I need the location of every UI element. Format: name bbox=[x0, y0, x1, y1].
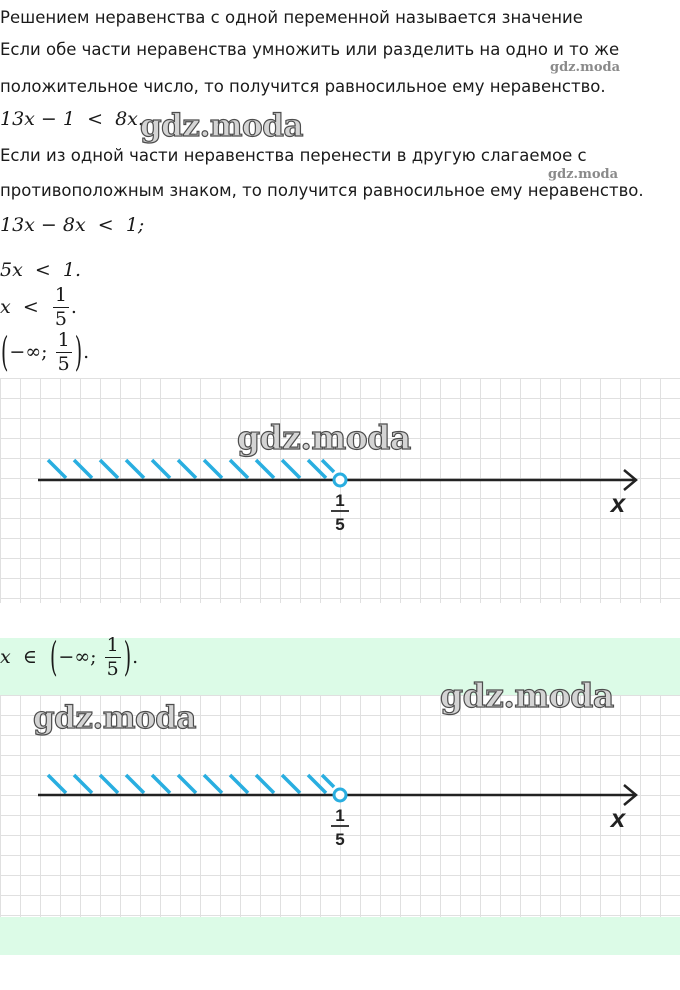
rule-text-line: Если из одной части неравенства перенести в другую слагаемое с bbox=[0, 146, 587, 165]
fraction: $\frac{1}{5}$ bbox=[57, 329, 70, 375]
hatch-marks bbox=[48, 460, 334, 478]
inequality-step-2: 13x − 8x < 1; bbox=[0, 214, 145, 236]
point-label-num: 1 bbox=[335, 806, 345, 825]
open-point bbox=[334, 789, 346, 801]
fraction: $\frac{1}{5}$ bbox=[54, 284, 67, 330]
answer-box-bottom bbox=[0, 917, 680, 955]
watermark-small: gdz.moda bbox=[550, 60, 621, 75]
point-label-den: 5 bbox=[335, 515, 345, 534]
watermark-large: gdz.moda bbox=[237, 418, 411, 457]
inequality-step-1: 13x − 1 < 8x. bbox=[0, 108, 144, 130]
inequality-step-4: x < $\frac{1}{5}$ . bbox=[0, 284, 77, 330]
definition-text: Решением неравенства с одной переменной называется значение bbox=[0, 8, 583, 27]
solution-interval: (−∞; $\frac{1}{5}$ ). bbox=[1, 329, 90, 376]
hatch-marks bbox=[48, 775, 334, 793]
rule-text-line: противоположным знаком, то получится равносильное ему неравенство. bbox=[0, 181, 644, 200]
watermark-large: gdz.moda bbox=[33, 700, 196, 736]
answer-statement: x ∈ (−∞; $\frac{1}{5}$ ). bbox=[0, 634, 139, 681]
number-line-2 bbox=[0, 695, 680, 917]
fraction: $\frac{1}{5}$ bbox=[106, 634, 119, 680]
rule-text-line: Если обе части неравенства умножить или разделить на одно и то же bbox=[0, 40, 620, 59]
number-line-1 bbox=[0, 378, 680, 603]
axis-label: x bbox=[610, 488, 626, 518]
point-label-num: 1 bbox=[335, 491, 345, 510]
axis-label: x bbox=[610, 803, 626, 833]
rule-text-line: положительное число, то получится равносильное ему неравенство. bbox=[0, 77, 606, 96]
inequality-step-3: 5x < 1. bbox=[0, 259, 82, 281]
watermark-small: gdz.moda bbox=[548, 167, 619, 182]
point-label-den: 5 bbox=[335, 830, 345, 849]
watermark-large: gdz.moda bbox=[440, 676, 614, 715]
open-point bbox=[334, 474, 346, 486]
watermark-large: gdz.moda bbox=[140, 108, 303, 144]
